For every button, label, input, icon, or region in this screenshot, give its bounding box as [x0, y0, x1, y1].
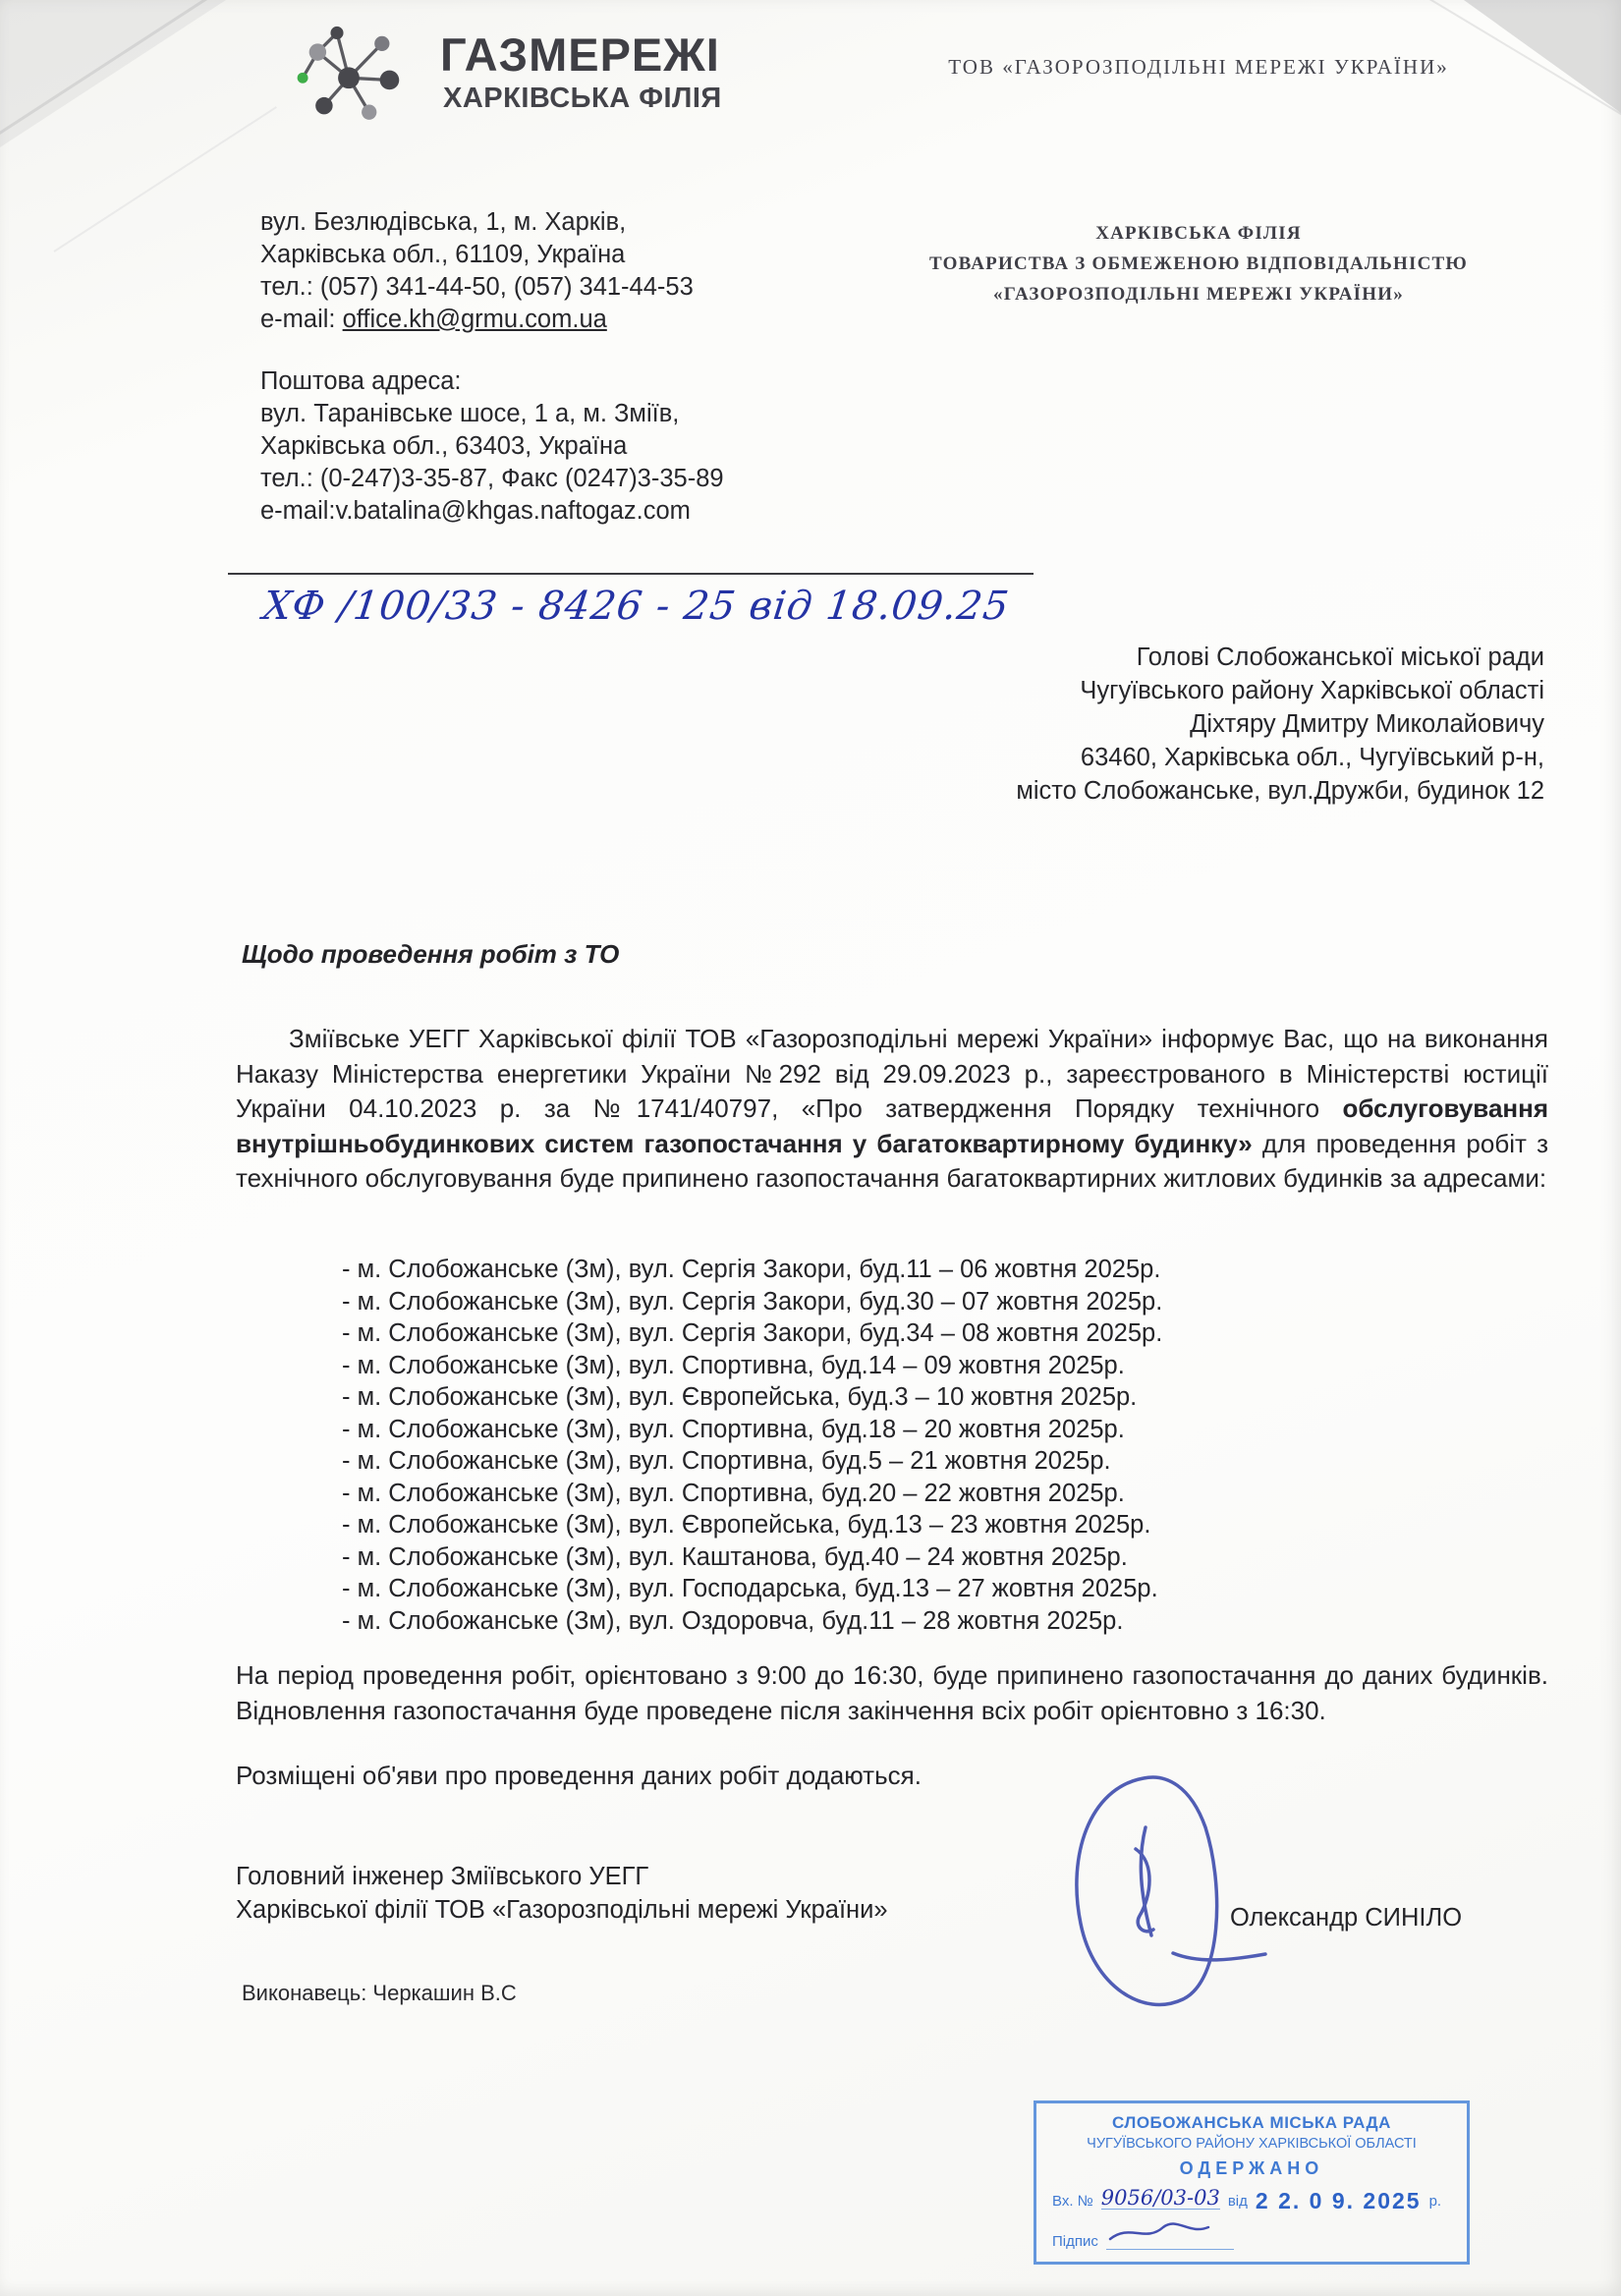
sender-email-line [260, 304, 694, 336]
reference-rule [228, 573, 1034, 575]
stamp-handwritten-number: 9056/03-03 [1100, 2186, 1220, 2210]
company-full-name: ТОВ «ГАЗОРОЗПОДІЛЬНІ МЕРЕЖІ УКРАЇНИ» [948, 55, 1449, 79]
sender-email: office.kh@grmu.com.ua [342, 306, 607, 333]
body-paragraph-1 [236, 1022, 1548, 1197]
scan-fold-corner-left [0, 0, 226, 147]
subject-line: Щодо проведення робіт з ТО [242, 939, 620, 969]
body-paragraph-3: Розміщені об'яви про проведення даних робіт додаються. [236, 1761, 922, 1790]
recipient-line: Діхтяру Дмитру Миколайовичу [1190, 710, 1544, 738]
address-list-item: - м. Слобожанське (Зм), вул. Спортивна, буд.18 – 20 жовтня 2025р. [342, 1415, 1125, 1443]
recipient-line: Чугуївського району Харківської області [1080, 677, 1544, 704]
address-list-item: - м. Слобожанське (Зм), вул. Спортивна, буд.20 – 22 жовтня 2025р. [342, 1479, 1125, 1507]
address-list-item: - м. Слобожанське (Зм), вул. Каштанова, буд.40 – 24 жовтня 2025р. [342, 1542, 1128, 1571]
sender-street: вул. Безлюдівська, 1, м. Харків, [260, 208, 627, 236]
postal-title: Поштова адреса: [260, 367, 462, 395]
address-list-item: - м. Слобожанське (Зм), вул. Спортивна, буд.14 – 09 жовтня 2025р. [342, 1351, 1125, 1379]
signatory-name: Олександр СИНІЛО [1230, 1904, 1463, 1932]
logo-subtitle: ХАРКІВСЬКА ФІЛІЯ [443, 83, 722, 114]
recipient-line: Голові Слобожанської міської ради [1136, 644, 1544, 671]
branch-name-block [889, 218, 1508, 309]
address-list-item: - м. Слобожанське (Зм), вул. Господарська, буд.13 – 27 жовтня 2025р. [342, 1575, 1158, 1602]
sender-city: Харківська обл., 61109, Україна [260, 241, 626, 268]
molecule-logo-icon [290, 16, 408, 134]
postal-address-block [260, 365, 724, 528]
signatory-position-block [236, 1860, 888, 1927]
stamp-date-value: 2 2. 0 9. 2025 [1255, 2188, 1422, 2213]
logo-title: ГАЗМЕРЕЖІ [440, 28, 720, 81]
stamp-date-label: від [1227, 2193, 1248, 2210]
handwritten-reference-number: ХФ /100/33 - 8426 - 25 від 18.09.25 [260, 584, 1012, 629]
recipient-line: місто Слобожанське, вул.Дружби, будинок 12 [1016, 777, 1544, 805]
sender-address-block [260, 206, 694, 336]
postal-street: вул. Таранівське шосе, 1 а, м. Зміїв, [260, 400, 680, 427]
stamp-org-name: СЛОБОЖАНСЬКА МІСЬКА РАДА [1112, 2113, 1391, 2132]
address-list-item: - м. Слобожанське (Зм), вул. Спортивна, буд.5 – 21 жовтня 2025р. [342, 1447, 1111, 1475]
stamp-year-suffix: р. [1428, 2193, 1442, 2210]
address-list-item: - м. Слобожанське (Зм), вул. Сергія Закори, буд.30 – 07 жовтня 2025р. [342, 1287, 1163, 1316]
stamp-signature-row [1036, 2219, 1467, 2250]
signatory-position-line: Головний інженер Зміївського УЕГГ [236, 1863, 649, 1890]
postal-phone: тел.: (0-247)3-35-87, Факс (0247)3-35-89 [260, 465, 724, 492]
handwritten-signature [1028, 1766, 1283, 2035]
recipient-line: 63460, Харківська обл., Чугуївський р-н, [1080, 744, 1544, 771]
body-paragraph-2: На період проведення робіт, орієнтовано з 9:00 до 16:30, буде припинено газопостачання до даних будинків. Відновлення газопостачання буде проведене після закінчення всіх робіт орієнтовно з 16:30. [236, 1660, 1548, 1725]
address-list-item: - м. Слобожанське (Зм), вул. Європейська, буд.13 – 23 жовтня 2025р. [342, 1511, 1151, 1539]
address-list-item: - м. Слобожанське (Зм), вул. Сергія Закори, буд.11 – 06 жовтня 2025р. [342, 1256, 1161, 1283]
signatory-position-line: Харківської філії ТОВ «Газорозподільні мережі України» [236, 1896, 888, 1924]
stamp-org-region: ЧУГУЇВСЬКОГО РАЙОНУ ХАРКІВСЬКОЇ ОБЛАСТІ [1087, 2136, 1417, 2152]
postal-email: e-mail:v.batalina@khgas.naftogaz.com [260, 497, 691, 525]
company-logo [290, 16, 408, 139]
sender-phone: тел.: (057) 341-44-50, (057) 341-44-53 [260, 273, 694, 301]
shutdown-address-list [342, 1254, 1162, 1637]
address-list-item: - м. Слобожанське (Зм), вул. Оздоровча, буд.11 – 28 жовтня 2025р. [342, 1606, 1124, 1635]
address-list-item: - м. Слобожанське (Зм), вул. Європейська, буд.3 – 10 жовтня 2025р. [342, 1383, 1138, 1411]
executor-line: Виконавець: Черкашин В.С [242, 1981, 517, 2005]
body-p1-part-a: Зміївське УЕГГ Харківської філії ТОВ «Газорозподільні мережі України» інформує Вас, що на виконання Наказу Міністерства енергетики України №292 від 29.09.2023 р., зареєстрованого в Міністерстві юстиції України 04.10.2023 р. за №1741/40797, «Про затвердження Порядку технічного [236, 1024, 1548, 1123]
address-list-item: - м. Слобожанське (Зм), вул. Сергія Закори, буд.34 – 08 жовтня 2025р. [342, 1319, 1163, 1347]
postal-city: Харківська обл., 63403, Україна [260, 432, 628, 460]
branch-line: ТОВАРИСТВА З ОБМЕЖЕНОЮ ВІДПОВІДАЛЬНІСТЮ [928, 253, 1469, 274]
email-label: e-mail: [260, 306, 343, 333]
branch-line: ХАРКІВСЬКА ФІЛІЯ [1095, 223, 1302, 244]
branch-line: «ГАЗОРОЗПОДІЛЬНІ МЕРЕЖІ УКРАЇНИ» [993, 284, 1404, 305]
body-p1-part-c: для проведення робіт з технічного обслуговування буде припинено газопостачання багатоквартирних житлових будинків за адресами: [236, 1128, 1548, 1193]
recipient-block [1016, 641, 1544, 808]
body-p1-part-b-bold: обслуговування внутрішньобудинкових систем газопостачання у багатоквартирному будинку» [236, 1093, 1548, 1158]
stamp-received-label: ОДЕРЖАНО [1179, 2158, 1324, 2178]
stamp-signature-label: Підпис [1052, 2233, 1098, 2250]
stamp-signature-squiggle [1106, 2219, 1214, 2245]
stamp-incoming-label: Вх. № [1052, 2193, 1093, 2210]
received-stamp [1034, 2100, 1470, 2265]
stamp-incoming-row [1036, 2186, 1467, 2213]
